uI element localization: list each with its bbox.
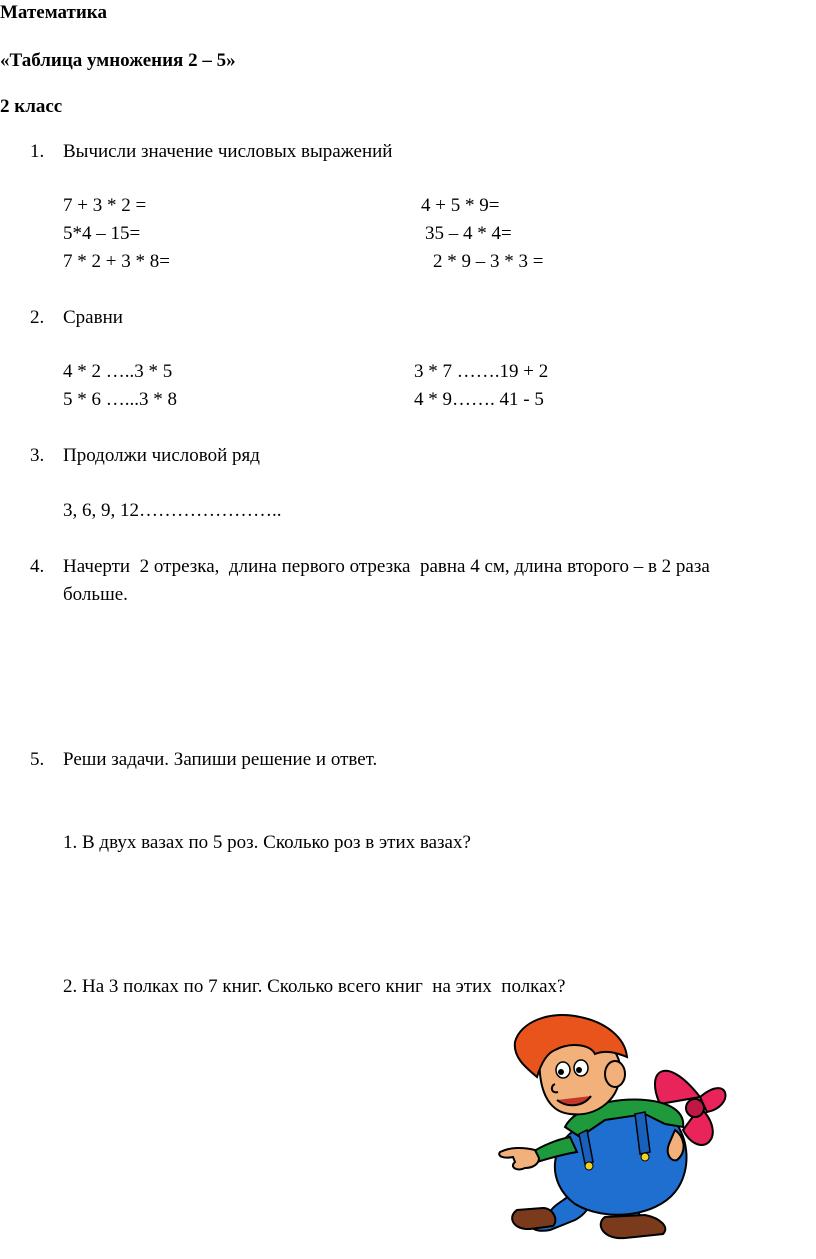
task-4-text-line-2: больше. bbox=[63, 584, 128, 605]
task-1-expr-left-2: 5*4 – 15= bbox=[63, 223, 141, 244]
task-2-number: 2. bbox=[30, 307, 45, 328]
grade-label: 2 класс bbox=[0, 96, 63, 117]
task-1-expr-right-1: 4 + 5 * 9= bbox=[421, 195, 500, 216]
task-1-number: 1. bbox=[30, 141, 45, 162]
task-5-problem-2: 2. На 3 полках по 7 книг. Сколько всего книг на этих полках? bbox=[63, 976, 566, 997]
task-5-title: Реши задачи. Запиши решение и ответ. bbox=[63, 749, 378, 770]
task-2-compare-right-1: 3 * 7 …….19 + 2 bbox=[414, 361, 549, 382]
task-3-number: 3. bbox=[30, 445, 45, 466]
task-1-expr-left-1: 7 + 3 * 2 = bbox=[63, 195, 147, 216]
task-1-title: Вычисли значение числовых выражений bbox=[63, 141, 393, 162]
task-4-number: 4. bbox=[30, 556, 45, 577]
task-3-title: Продолжи числовой ряд bbox=[63, 445, 260, 466]
task-2-title: Сравни bbox=[63, 307, 123, 328]
task-4-text-line-1: Начерти 2 отрезка, длина первого отрезка равна 4 см, длина второго – в 2 раза bbox=[63, 556, 710, 577]
task-2-compare-left-1: 4 * 2 …..3 * 5 bbox=[63, 361, 173, 382]
task-2-compare-right-2: 4 * 9……. 41 - 5 bbox=[414, 389, 544, 410]
task-5-number: 5. bbox=[30, 749, 45, 770]
cartoon-character-icon bbox=[495, 1012, 735, 1250]
task-2-compare-left-2: 5 * 6 …...3 * 8 bbox=[63, 389, 177, 410]
task-1-expr-right-3: 2 * 9 – 3 * 3 = bbox=[433, 251, 544, 272]
task-1-expr-left-3: 7 * 2 + 3 * 8= bbox=[63, 251, 170, 272]
task-3-sequence: 3, 6, 9, 12………………….. bbox=[63, 500, 282, 521]
topic-title: «Таблица умножения 2 – 5» bbox=[0, 50, 236, 71]
task-1-expr-right-2: 35 – 4 * 4= bbox=[425, 223, 512, 244]
task-5-problem-1: 1. В двух вазах по 5 роз. Сколько роз в этих вазах? bbox=[63, 832, 471, 853]
subject-title: Математика bbox=[0, 2, 107, 23]
